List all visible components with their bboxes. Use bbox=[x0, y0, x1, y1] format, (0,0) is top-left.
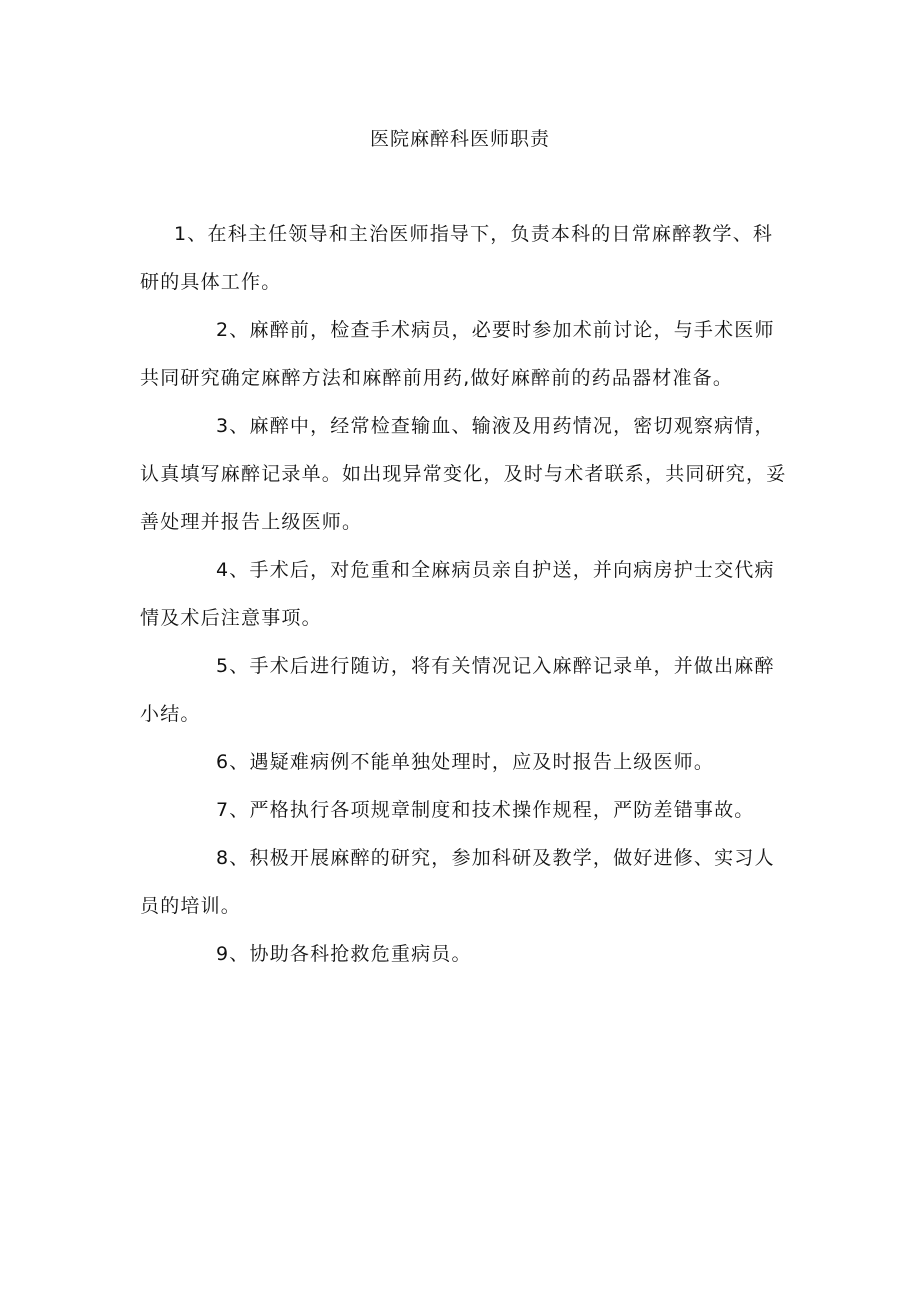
document-body bbox=[140, 210, 790, 978]
duty-item-5: 5、手术后进行随访，将有关情况记入麻醉记录单，并做出麻醉小结。 bbox=[140, 655, 775, 725]
duty-item-8: 8、积极开展麻醉的研究，参加科研及教学，做好进修、实习人员的培训。 bbox=[140, 847, 775, 917]
duty-item-2: 2、麻醉前，检查手术病员，必要时参加术前讨论，与手术医师共同研究确定麻醉方法和麻醉前用药,做好麻醉前的药品器材准备。 bbox=[140, 319, 775, 389]
duty-item-1: 1、在科主任领导和主治医师指导下，负责本科的日常麻醉教学、科研的具体工作。 bbox=[140, 223, 774, 293]
duty-item-6: 6、遇疑难病例不能单独处理时，应及时报告上级医师。 bbox=[216, 751, 715, 773]
duty-item-3: 3、麻醉中，经常检查输血、输液及用药情况，密切观察病情，认真填写麻醉记录单。如出现异常变化，及时与术者联系，共同研究，妥善处理并报告上级医师。 bbox=[140, 415, 787, 533]
duty-item-7: 7、严格执行各项规章制度和技术操作规程，严防差错事故。 bbox=[216, 799, 755, 821]
duty-item-9: 9、协助各科抢救危重病员。 bbox=[216, 943, 472, 965]
duty-item-4: 4、手术后，对危重和全麻病员亲自护送，并向病房护士交代病情及术后注意事项。 bbox=[140, 559, 775, 629]
document-title: 医院麻醉科医师职责 bbox=[369, 128, 550, 150]
